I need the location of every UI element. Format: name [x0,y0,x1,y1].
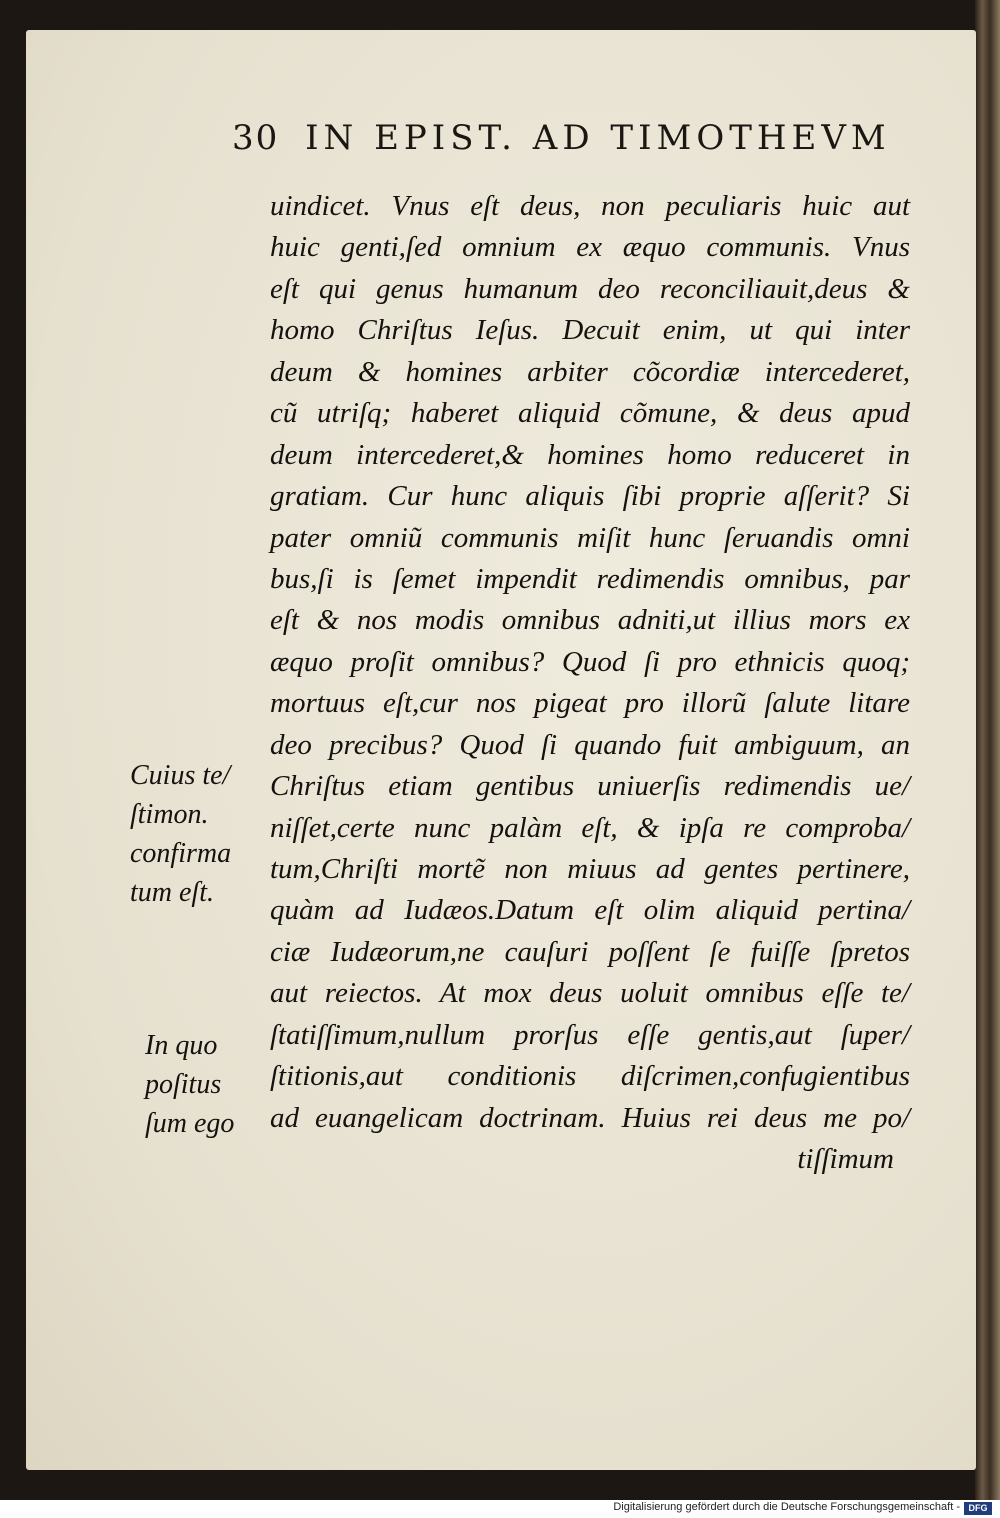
marginal-note-line: ſtimon. [130,799,209,830]
text-line: ciæ Iudæorum,ne cauſuri poſſent ſe fuiſſe ſpretos [270,935,910,968]
body-text-block [270,186,910,1181]
text-line: aut reiectos. At mox deus uoluit omnibus eſſe te/ [270,977,910,1010]
text-line: tum,Chriſti mortẽ non miuus ad gentes pertinere, [270,853,910,885]
marginal-note-line: confirma [130,838,232,869]
text-line: ſtitionis,aut conditionis diſcrimen,confugientibus [270,1060,910,1093]
marginal-note-line: In quo [145,1030,218,1061]
text-line: huic genti,ſed omnium ex æquo communis. Vnus [270,231,910,264]
text-line: æquo proſit omnibus? Quod ſi pro ethnicis quoq; [270,645,910,678]
catchword: tiſſimum [797,1143,894,1176]
text-line: deum intercederet,& homines homo reduceret in [270,438,910,471]
page-number: 30 [232,118,280,158]
marginal-note-line: Cuius te/ [130,760,231,791]
funding-credit: Digitalisierung gefördert durch die Deutsche Forschungsgemeinschaft - [613,1501,960,1513]
text-line: Chriſtus etiam gentibus uniuerſis redimendis ue/ [270,770,910,803]
book-page-edge [975,0,1000,1500]
running-head [232,118,922,158]
text-line: cũ utriſq; haberet aliquid cõmune, & deus apud [270,397,910,430]
text-line: bus,ſi is ſemet impendit redimendis omnibus, par [270,562,910,595]
dfg-logo: DFG [964,1502,992,1515]
text-line: quàm ad Iudæos.Datum eſt olim aliquid pertina/ [270,894,910,927]
marginal-note-testimony [130,756,231,912]
marginal-note-line: poſitus [145,1069,222,1100]
text-line: gratiam. Cur hunc aliquis ſibi proprie aſſerit? Si [270,480,910,513]
text-line: pater omniũ communis miſit hunc ſeruandis omni [270,521,910,554]
running-head-title: IN EPIST. AD TIMOTHEVM [305,118,891,158]
text-line: eſt & nos modis omnibus adniti,ut illius mors ex [270,604,910,637]
text-line: deo precibus? Quod ſi quando fuit ambiguum, an [270,728,910,761]
text-line: mortuus eſt,cur nos pigeat pro illorũ ſalute litare [270,687,910,720]
text-line: niſſet,certe nunc palàm eſt, & ipſa re comproba/ [270,811,910,844]
marginal-note-in-quo [145,1026,234,1143]
text-line: uindicet. Vnus eſt deus, non peculiaris huic aut [270,190,910,222]
text-line: eſt qui genus humanum deo reconciliauit,deus & [270,272,910,305]
text-line: homo Chriſtus Ieſus. Decuit enim, ut qui inter [270,314,910,347]
text-line: deum & homines arbiter cõcordiæ intercederet, [270,355,910,388]
text-line: ad euangelicam doctrinam. Huius rei deus me po/ [270,1101,910,1134]
marginal-note-line: tum eſt. [130,877,214,908]
text-line: ſtatiſſimum,nullum prorſus eſſe gentis,aut ſuper/ [270,1018,910,1051]
marginal-note-line: ſum ego [145,1108,235,1139]
